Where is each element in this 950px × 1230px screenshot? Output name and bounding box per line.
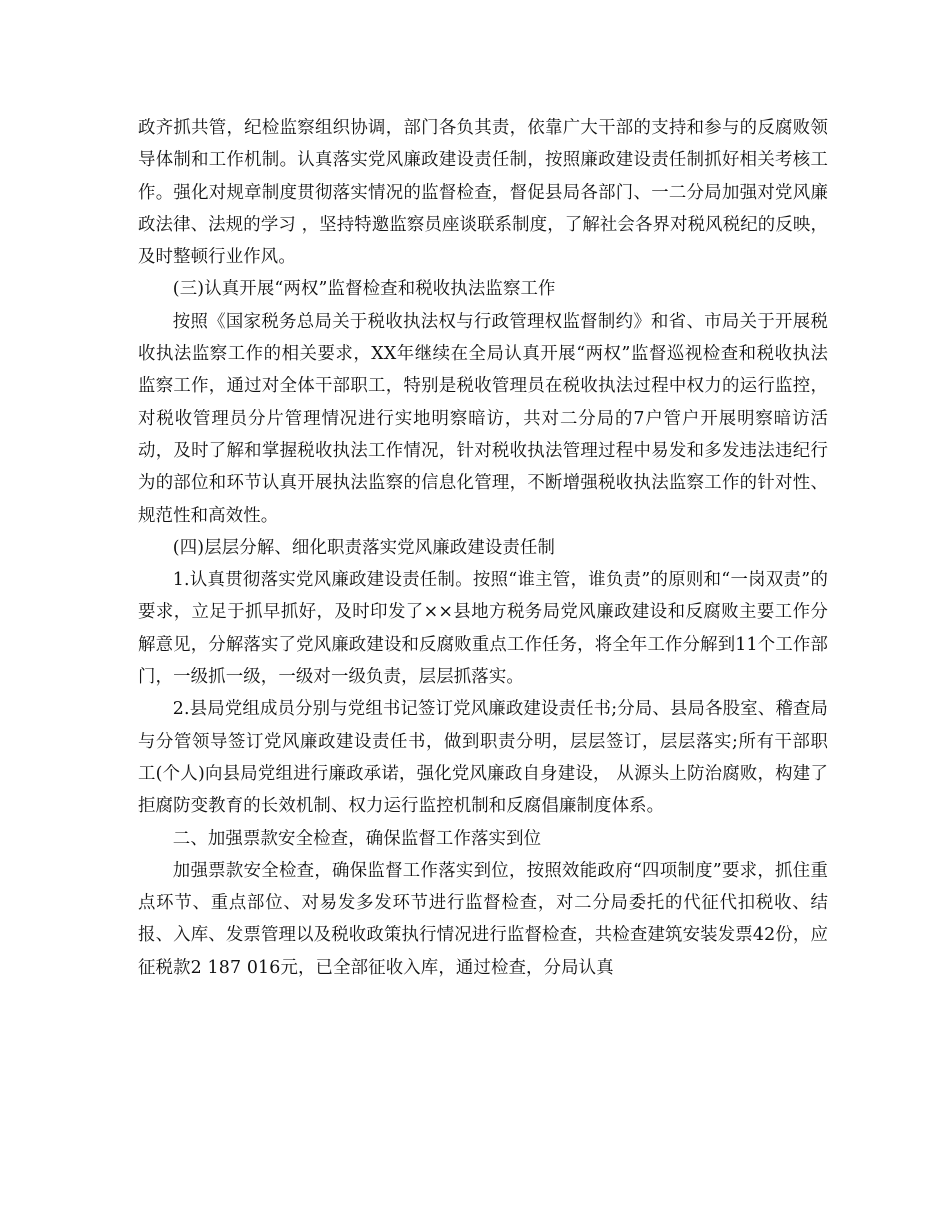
section-heading-4: (四)层层分解、细化职责落实党风廉政建设责任制 xyxy=(172,537,556,558)
section-heading-3: (三)认真开展“两权”监督检查和税收执法监察工作 xyxy=(172,279,556,300)
paragraph: 加强票款安全检查，确保监督工作落实到位，按照效能政府“四项制度”要求，抓住重点环节、重点部位、对易发多发环节进行监督检查，对二分局委托的代征代扣税收、结报、入库、发票管理以及税收政策执行情况进行监督检查，共检查建筑安装发票42份，应征税款2 187 016元，已全部征收入库，通过检查，分局认真 xyxy=(138,860,828,978)
paragraph-continuation: 政齐抓共管，纪检监察组织协调，部门各负其责，依靠广大干部的支持和参与的反腐败领导体制和工作机制。认真落实党风廉政建设责任制，按照廉政建设责任制抓好相关考核工作。强化对规章制度贯彻落实情况的监督检查，督促县局各部门、一二分局加强对党风廉政法律、法规的学习 ，坚持特邀监察员座谈联系制度，了解社会各界对税风税纪的反映，及时整顿行业作风。 xyxy=(138,118,828,268)
section-heading-2: 二、加强票款安全检查，确保监督工作落实到位 xyxy=(172,828,542,849)
paragraph: 按照《国家税务总局关于税收执法权与行政管理权监督制约》和省、市局关于开展税收执法监察工作的相关要求，XX年继续在全局认真开展“两权”监督巡视检查和税收执法监察工作，通过对全体干部职工，特别是税收管理员在税收执法过程中权力的运行监控，对税收管理员分片管理情况进行实地明察暗访，共对二分局的7户管户开展明察暗访活动，及时了解和掌握税收执法工作情况，针对税收执法管理过程中易发和多发违法违纪行为的部位和环节认真开展执法监察的信息化管理，不断增强税收执法监察工作的针对性、规范性和高效性。 xyxy=(138,311,828,526)
paragraph: 2.县局党组成员分别与党组书记签订党风廉政建设责任书;分局、县局各股室、稽查局与分管领导签订党风廉政建设责任书，做到职责分明，层层签订，层层落实;所有干部职工(个人)向县局党组进行廉政承诺，强化党风廉政自身建设， 从源头上防治腐败，构建了拒腐防变教育的长效机制、权力运行监控机制和反腐倡廉制度体系。 xyxy=(138,699,828,817)
paragraph: 1.认真贯彻落实党风廉政建设责任制。按照“谁主管，谁负责”的原则和“一岗双责”的要求，立足于抓早抓好，及时印发了××县地方税务局党风廉政建设和反腐败主要工作分解意见，分解落实了党风廉政建设和反腐败重点工作任务，将全年工作分解到11个工作部门，一级抓一级，一级对一级负责，层层抓落实。 xyxy=(138,570,828,688)
document-body xyxy=(138,112,828,984)
